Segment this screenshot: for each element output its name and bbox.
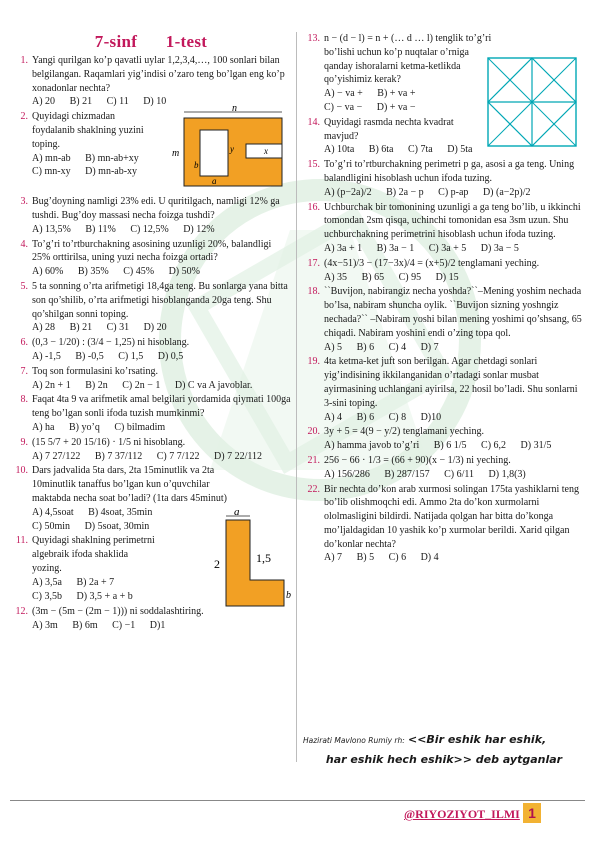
question-number: 7. [20, 365, 28, 377]
question-number: 5. [20, 280, 28, 292]
option-a[interactable]: A) − va + [324, 88, 363, 100]
answer-options [32, 619, 292, 633]
option-b[interactable]: B) 5 [356, 552, 375, 564]
question-number: 2. [20, 111, 28, 123]
column-divider [296, 32, 297, 762]
answer-options [32, 350, 292, 364]
option-d[interactable]: D) 5ta [447, 144, 473, 156]
question-number: 21. [307, 454, 320, 466]
answer-options [32, 450, 292, 464]
question-text: (15 5/7 + 20 15/16) · 1/5 ni hisoblang. [32, 436, 186, 448]
question-text: Quyidagi chizmadan foydalanib shaklning yuzini toping. [32, 111, 144, 150]
question-21 [302, 454, 587, 482]
option-b[interactable]: B) mn-ab+xy [85, 152, 139, 164]
question-text: Bug’doyning namligi 23% edi. U quritilgach, namligi 12% ga tushdi. Bug’doy massasi necha foizga tushdi? [32, 196, 280, 221]
question-number: 20. [307, 426, 320, 438]
option-b[interactable]: B) 65 [361, 271, 385, 283]
option-b[interactable]: B) 6 [356, 411, 375, 423]
question-number: 16. [307, 201, 320, 213]
option-a[interactable]: A) 4 [324, 411, 343, 423]
question-number: 22. [307, 483, 320, 495]
answer-options [32, 223, 292, 237]
question-number: 18. [307, 286, 320, 298]
question-number: 6. [20, 337, 28, 349]
question-text: n − (d − l) = n + (… d … l) tenglik to’g’ri bo’lishi uchun ko’p nuqtalar o’rniga qanday ishoralarni ketma-ketlikda qo’yishimiz kerak? [324, 33, 492, 86]
answer-options [32, 265, 292, 279]
question-3 [10, 195, 292, 236]
page-number-badge: 1 [523, 803, 541, 823]
option-b[interactable]: B) 2n [85, 379, 108, 391]
option-c[interactable]: C) 45% [123, 266, 155, 278]
question-2 [10, 106, 292, 194]
question-number: 13. [307, 33, 320, 44]
question-18 [302, 285, 587, 354]
option-a[interactable]: A) 10ta [324, 144, 355, 156]
option-b[interactable]: B) 6ta [368, 144, 394, 156]
question-text: Quyidagi shaklning perimetrni algebraik ifoda shaklida yozing. [32, 535, 155, 574]
question-number: 4. [20, 238, 28, 250]
option-c[interactable]: C) 50min [32, 520, 71, 532]
answer-options [32, 576, 222, 604]
label-m: m [172, 148, 180, 160]
question-16 [302, 201, 587, 256]
label-a: a [234, 506, 240, 519]
option-a[interactable]: A) ha [32, 421, 55, 433]
question-9 [10, 436, 292, 464]
option-b[interactable]: B) 21 [69, 322, 93, 334]
option-d[interactable]: D) 0,5 [157, 350, 184, 362]
option-d[interactable]: D) 7 22/112 [214, 450, 263, 462]
option-b[interactable]: B) 2a − p [386, 186, 424, 198]
option-d[interactable]: D) mn-ab-xy [85, 166, 138, 178]
option-c[interactable]: C) 6 [388, 552, 407, 564]
option-a[interactable]: A) 35 [324, 271, 348, 283]
option-d[interactable]: D) 4 [420, 552, 439, 564]
question-text: To’g’ri to’rtburchakning perimetri p ga, asosi a ga teng. Uning balandligini hisoblash uchun ifoda tuzing. [324, 159, 575, 184]
option-b[interactable]: B) 2a + 7 [76, 576, 115, 588]
answer-options [324, 468, 587, 482]
option-c[interactable]: C) mn-xy [32, 166, 71, 178]
option-a[interactable]: A) 20 [32, 96, 56, 108]
option-c[interactable]: C) 3,5b [32, 590, 62, 602]
option-a[interactable]: A) 60% [32, 266, 64, 278]
option-b[interactable]: B) 35% [77, 266, 109, 278]
option-a[interactable]: A) 156/286 [324, 468, 370, 480]
quote-line-2: har eshik hech eshik>> deb aytganlar [325, 752, 563, 766]
option-b[interactable]: B) 3a − 1 [376, 242, 415, 254]
question-number: 19. [307, 356, 320, 368]
option-d[interactable]: D) (a−2p)/2 [482, 186, 531, 198]
question-text: Quyidagi rasmda nechta kvadrat mavjud? [324, 116, 454, 142]
test-label: 1-test [165, 32, 208, 51]
option-c[interactable]: C) 6/11 [444, 468, 475, 480]
label-b: b [194, 160, 199, 171]
option-d[interactable]: D) 7 [420, 341, 439, 353]
option-b[interactable]: B) 7 37/112 [94, 450, 143, 462]
answer-options [324, 271, 587, 285]
option-a[interactable]: A) 3a + 1 [324, 242, 363, 254]
question-number: 17. [307, 257, 320, 269]
left-column [10, 30, 292, 634]
question-4 [10, 238, 292, 279]
option-d[interactable]: D) 5soat, 30min [84, 520, 150, 532]
option-d[interactable]: D) 3a − 5 [480, 242, 519, 254]
question-text: (3m − (5m − (2m − 1))) ni soddalashtiring. [32, 606, 204, 618]
option-b[interactable]: B) 21 [69, 96, 93, 108]
option-b[interactable]: B) 287/157 [384, 468, 430, 480]
question-text: Bir nechta do’kon arab xurmosi solingan 175ta yashiklarni teng bo’lib olishmoqchi edi. Ammo 2ta do’kon xurmolarni ololmasligini bildirdi. Natijada qolgan har bitta do’konga mo’ljaldagidan 10 yashik ko’p xurmolar berildi. Xarid qilgan do’konlar nechta? [324, 483, 579, 550]
option-c[interactable]: C) 3a + 5 [428, 242, 467, 254]
question-20 [302, 425, 587, 453]
question-1 [10, 54, 292, 109]
question-number: 15. [307, 159, 320, 171]
option-c[interactable]: C) 7ta [408, 144, 433, 156]
option-d[interactable]: D) 31/5 [520, 440, 552, 452]
option-b[interactable]: B) + va + [377, 88, 416, 100]
option-a[interactable]: A) 3m [32, 620, 58, 632]
answer-options [324, 439, 587, 453]
label-side: 1,5 [256, 551, 271, 566]
option-d[interactable]: D)1 [149, 620, 166, 632]
grade-label: 7-sinf [94, 32, 138, 51]
figure-l-shape [206, 506, 292, 618]
option-d[interactable]: D)10 [420, 411, 442, 423]
question-text: Uchburchak bir tomonining uzunligi a ga teng bo’lib, u ikkinchi tomondan 2sm qisqa, uchinchi tomonidan esa 3sm uzun. Shu uchburchakning perimetrini hisoblash uchun ifoda tuzing. [324, 201, 581, 241]
label-left: 2 [214, 557, 220, 572]
option-c[interactable]: C) 31 [106, 322, 130, 334]
answer-options [324, 551, 587, 565]
question-text: Yangi qurilgan ko’p qavatli uylar 1,2,3,4,…, 100 sonlari bilan belgilangan. Raqamlari yig’indisi o’zaro teng bo’lgan eng ko’p xonadonlar nechta? [32, 55, 285, 94]
option-a[interactable]: A) -1,5 [32, 350, 61, 362]
question-text: (0,3 − 1/20) : (3/4 − 1,25) ni hisoblang. [32, 337, 190, 349]
answer-options [32, 152, 182, 180]
question-17 [302, 257, 587, 285]
question-number: 10. [15, 465, 28, 477]
option-a[interactable]: A) 4,5soat [32, 506, 74, 518]
question-5 [10, 280, 292, 335]
option-c[interactable]: C) − va − [324, 101, 363, 113]
option-c[interactable]: C) 7 7/122 [156, 450, 200, 462]
question-22 [302, 483, 587, 566]
answer-options [32, 321, 292, 335]
option-a[interactable]: A) 5 [324, 341, 343, 353]
question-text: 256 − 66 · 1/3 = (66 + 90)(x − 1/3) ni yeching. [324, 454, 511, 466]
option-c[interactable]: C) bilmadim [114, 421, 166, 433]
option-d[interactable]: D) 1,8(3) [488, 468, 526, 480]
question-12 [10, 605, 292, 633]
option-b[interactable]: B) 6 [356, 341, 375, 353]
question-text: 3y + 5 = 4(9 − y/2) tenglamani yeching. [324, 426, 484, 438]
figure-rectangle-cutout [170, 106, 288, 192]
option-c[interactable]: C) 8 [388, 411, 407, 423]
question-6 [10, 336, 292, 364]
right-column [302, 32, 587, 566]
option-c[interactable]: C) p-ap [438, 186, 469, 198]
option-d[interactable]: D) C va A javoblar. [174, 379, 253, 391]
label-x: x [264, 146, 268, 157]
question-text: Dars jadvalida 5ta dars, 2ta 15minutlik va 2ta 10minutlik tanaffus bo’lgan kun o’quvchilar maktabda necha soat bo’ladi? (1ta dars 45minut) [32, 465, 227, 504]
answer-options [324, 87, 496, 115]
answer-options [324, 411, 587, 425]
answer-options [324, 242, 587, 256]
option-b[interactable]: B) 6 1/5 [433, 440, 467, 452]
channel-brand[interactable]: @RIYOZIYOT_ILMI [404, 807, 520, 821]
question-text: (4x−51)/3 − (17−3x)/4 = (x+5)/2 tenglamani yeching. [324, 257, 540, 269]
label-b: b [286, 590, 291, 602]
option-a[interactable]: A) (p−2a)/2 [324, 186, 372, 198]
option-c[interactable]: C) 95 [398, 271, 422, 283]
label-n: n [232, 106, 237, 115]
question-text: ``Buvijon, nabirangiz necha yoshda?``–Mening yoshim nechada bo’lsa, nabiram shuncha oylik. ``Buvijon sizning yoshngiz nechada?`` –Nabiram yoshi bilan mening yoshimi qo’shsang, 65 chiqadi. Nabiram yoshini endi o’zing topa qol. [324, 286, 582, 339]
option-c[interactable]: C) 4 [388, 341, 407, 353]
option-d[interactable]: D) 3,5 + a + b [76, 590, 133, 602]
question-text: Faqat 4ta 9 va arifmetik amal belgilari yordamida qiymati 100ga teng bo’lgan sonli ifoda tuzish mumkinmi? [32, 394, 291, 420]
option-d[interactable]: D) 20 [143, 322, 167, 334]
question-number: 1. [20, 55, 28, 66]
option-c[interactable]: C) 12,5% [130, 223, 169, 235]
option-b[interactable]: B) 11% [85, 223, 116, 235]
question-8 [10, 393, 292, 434]
question-15 [302, 158, 587, 199]
question-text: To’g’ri to’rtburchakning asosining uzunligi 20%, balandligi 25% orttirilsa, uning yuzi necha foizga ortadi? [32, 238, 272, 264]
option-c[interactable]: C) 11 [106, 96, 129, 108]
option-a[interactable]: A) 13,5% [32, 223, 71, 235]
question-number: 9. [20, 436, 28, 448]
figure-squares-grid [482, 52, 582, 152]
answer-options [324, 186, 587, 200]
question-number: 3. [20, 196, 28, 208]
question-number: 11. [15, 535, 28, 547]
question-text: Toq son formulasini ko’rsating. [32, 365, 158, 377]
option-c[interactable]: C) −1 [112, 620, 136, 632]
quote-line-1: <<Bir eshik har eshik, [407, 733, 547, 746]
option-a[interactable]: A) 2n + 1 [32, 379, 71, 391]
page-title [10, 30, 292, 52]
question-text: 4ta ketma-ket juft son berilgan. Agar chetdagi sonlari yig’indisining ikkilanganidan o’rtadagi sonlar musbat ayirmasining uchlangani ayirilsa, 22 hosil bo’ladi. Shu sonlarni 3-sini toping. [324, 356, 578, 409]
option-a[interactable]: A) 7 [324, 552, 343, 564]
option-c[interactable]: C) 1,5 [118, 350, 144, 362]
answer-options [324, 341, 587, 355]
question-number: 12. [15, 606, 28, 618]
option-d[interactable]: D) 10 [143, 96, 167, 108]
question-text: 5 ta sonning o’rta arifmetigi 18,4ga teng. Bu sonlarga yana bitta son qo’shilib, o’rta arifmetigi hisoblanganda 20ga teng. Shu qo’shilgan sonni toping. [32, 280, 288, 320]
option-a[interactable]: A) 3,5a [32, 576, 62, 588]
option-b[interactable]: B) yo’q [69, 421, 100, 433]
question-number: 8. [20, 394, 28, 406]
option-b[interactable]: B) -0,5 [75, 350, 104, 362]
option-d[interactable]: D) 12% [183, 223, 215, 235]
option-b[interactable]: B) 4soat, 35min [88, 506, 153, 518]
question-14 [302, 116, 587, 157]
question-7 [10, 365, 292, 393]
option-a[interactable]: A) hamma javob to’g’ri [324, 440, 420, 452]
option-c[interactable]: C) 6,2 [481, 440, 507, 452]
question-number: 14. [307, 116, 320, 128]
answer-options [32, 379, 292, 393]
rumi-quote [303, 732, 585, 767]
label-y: y [230, 144, 234, 155]
option-d[interactable]: D) + va − [376, 101, 416, 113]
option-a[interactable]: A) 28 [32, 322, 56, 334]
quote-prefix: Hazirati Mavlono Rumiy rh: [303, 736, 405, 745]
option-a[interactable]: A) 7 27/122 [32, 450, 81, 462]
option-b[interactable]: B) 6m [72, 620, 98, 632]
label-a: a [212, 176, 217, 187]
option-d[interactable]: D) 15 [435, 271, 459, 283]
option-c[interactable]: C) 2n − 1 [122, 379, 161, 391]
footer-divider [10, 800, 585, 801]
question-19 [302, 355, 587, 424]
option-a[interactable]: A) mn-ab [32, 152, 71, 164]
option-d[interactable]: D) 50% [168, 266, 200, 278]
answer-options [32, 421, 292, 435]
